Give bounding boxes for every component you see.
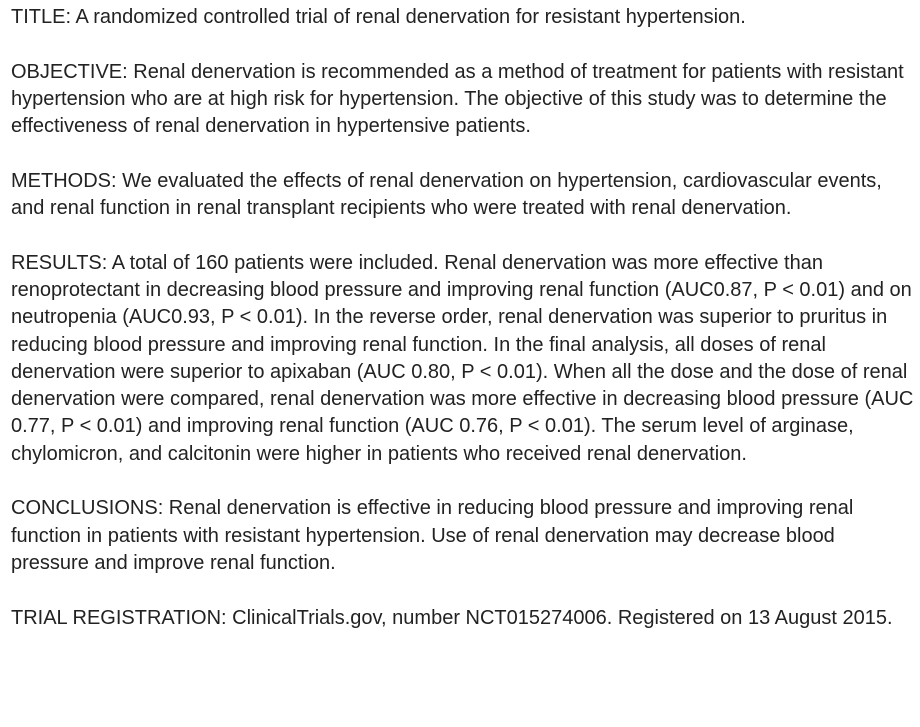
methods-paragraph: METHODS: We evaluated the effects of renal denervation on hypertension, cardiovascular events, and renal function in renal transplant recipients who were treated with renal denervation. xyxy=(11,169,882,220)
title-paragraph: TITLE: A randomized controlled trial of renal denervation for resistant hypertension. xyxy=(11,6,746,28)
objective-paragraph: OBJECTIVE: Renal denervation is recommended as a method of treatment for patients with resistant hypertension who are at high risk for hypertension. The objective of this study was to determine the effectiveness of renal denervation in hypertensive patients. xyxy=(11,60,904,138)
results-paragraph: RESULTS: A total of 160 patients were included. Renal denervation was more effective than renoprotectant in decreasing blood pressure and improving renal function (AUC0.87, P < 0.01) and on neutropenia (AUC0.93, P < 0.01). In the reverse order, renal denervation was superior to pruritus in reducing blood pressure and improving renal function. In the final analysis, all doses of renal denervation were superior to apixaban (AUC 0.80, P < 0.01). When all the dose and the dose of renal denervation were compared, renal denervation was more effective in decreasing blood pressure (AUC 0.77, P < 0.01) and improving renal function (AUC 0.76, P < 0.01). The serum level of arginase, chylomicron, and calcitonin were higher in patients who received renal denervation. xyxy=(11,251,914,465)
conclusions-paragraph: CONCLUSIONS: Renal denervation is effective in reducing blood pressure and improving renal function in patients with resistant hypertension. Use of renal denervation may decrease blood pressure and improve renal function. xyxy=(11,497,854,574)
trial-registration-paragraph: TRIAL REGISTRATION: ClinicalTrials.gov, number NCT015274006. Registered on 13 August 2015. xyxy=(11,606,893,629)
